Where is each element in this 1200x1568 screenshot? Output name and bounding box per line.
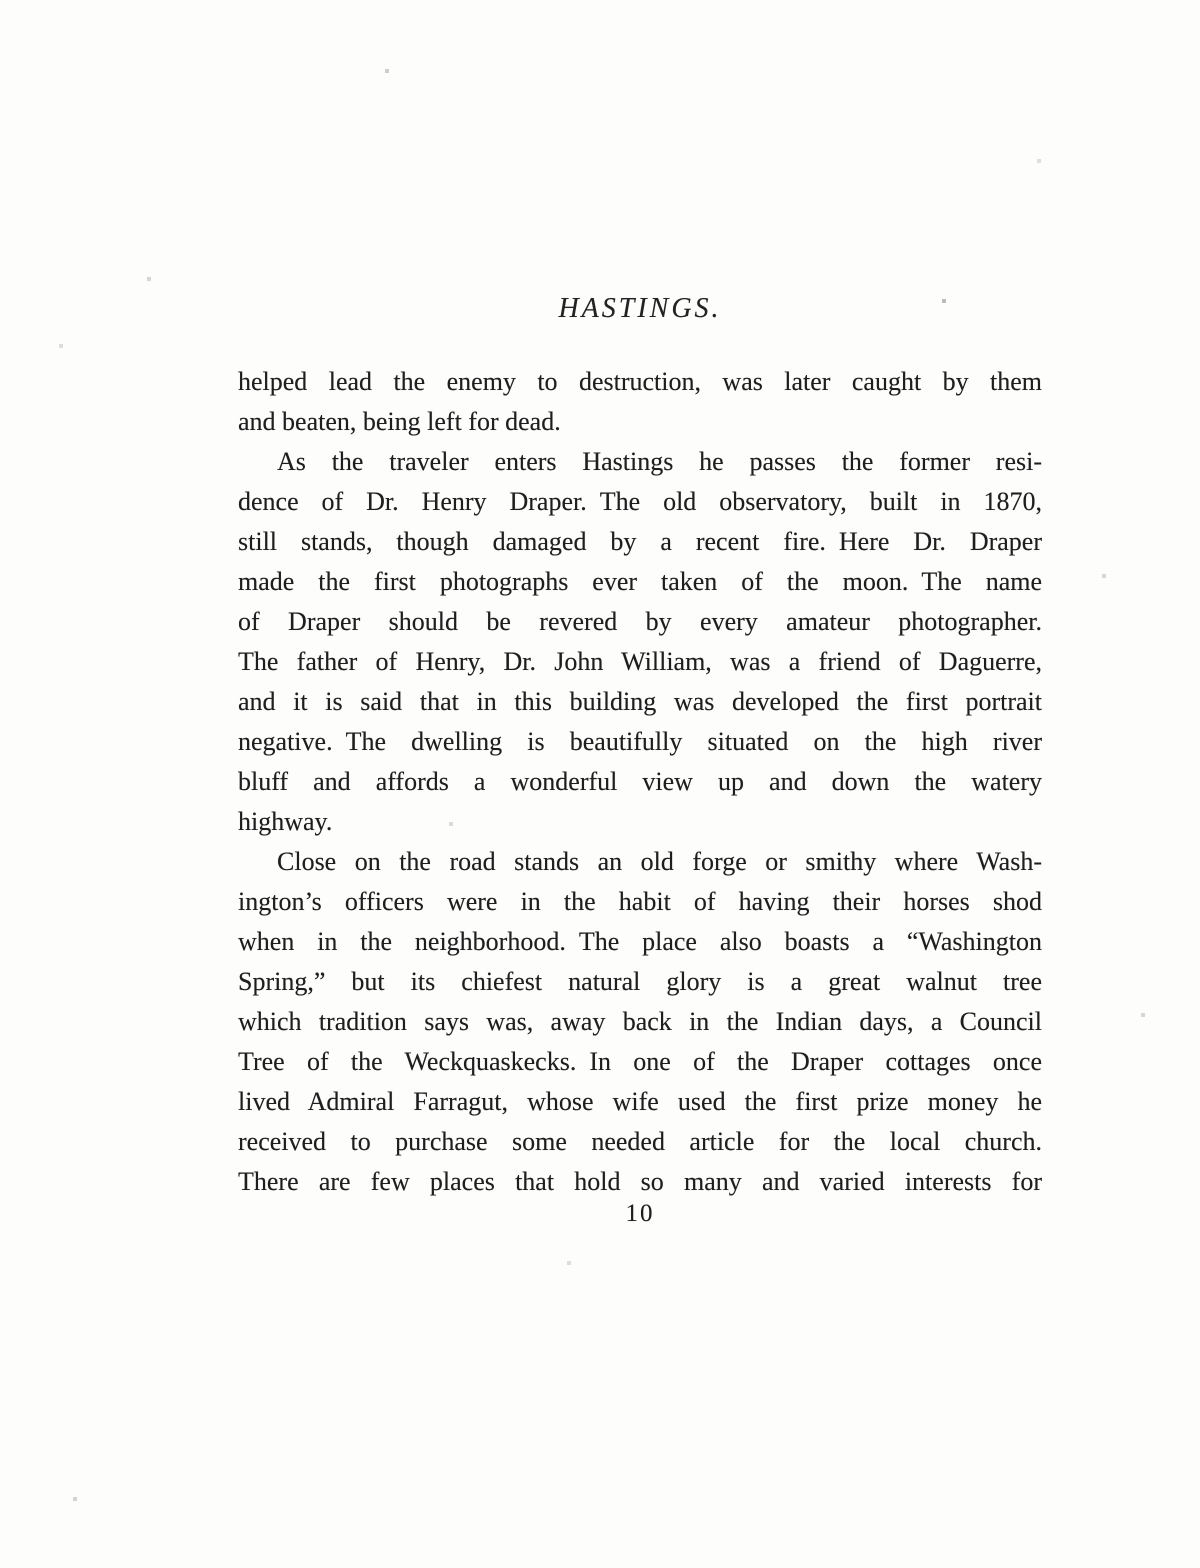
text-line: still stands, though damaged by a recent fire. Here Dr. Draper — [238, 527, 1042, 556]
text-line: bluff and affords a wonderful view up and down the watery — [238, 767, 1042, 796]
text-line: helped lead the enemy to destruction, was later caught by them — [238, 367, 1042, 396]
text-line: which tradition says was, away back in the Indian days, a Council — [238, 1007, 1042, 1036]
text-line: lived Admiral Farragut, whose wife used the first prize money he — [238, 1087, 1042, 1116]
text-line: The father of Henry, Dr. John William, was a friend of Daguerre, — [238, 647, 1042, 676]
paragraph — [238, 442, 1042, 842]
text-line: Tree of the Weckquaskecks. In one of the Draper cottages once — [238, 1047, 1042, 1076]
text-line: of Draper should be revered by every amateur photographer. — [238, 607, 1042, 636]
text-line: dence of Dr. Henry Draper. The old observatory, built in 1870, — [238, 487, 1042, 516]
text-line: As the traveler enters Hastings he passes the former resi- — [277, 447, 1042, 476]
text-line: when in the neighborhood. The place also boasts a “Washington — [238, 927, 1042, 956]
text-line: received to purchase some needed article for the local church. — [238, 1127, 1042, 1156]
text-line: negative. The dwelling is beautifully situated on the high river — [238, 727, 1042, 756]
text-line: and it is said that in this building was developed the first portrait — [238, 687, 1042, 716]
text-line: ington’s officers were in the habit of having their horses shod — [238, 887, 1042, 916]
paragraph — [238, 842, 1042, 1202]
scan-noise-specks — [0, 0, 2, 2]
body-text — [238, 362, 1042, 1202]
paragraph — [238, 362, 1042, 442]
page-title: HASTINGS. — [558, 293, 722, 324]
text-line: Close on the road stands an old forge or smithy where Wash- — [277, 847, 1042, 876]
text-line: highway. — [238, 807, 333, 836]
page-number: 10 — [625, 1200, 655, 1227]
text-line: Spring,” but its chiefest natural glory is a great walnut tree — [238, 967, 1042, 996]
text-line: There are few places that hold so many and varied interests for — [238, 1167, 1042, 1196]
text-line: and beaten, being left for dead. — [238, 407, 561, 436]
text-line: made the first photographs ever taken of the moon. The name — [238, 567, 1042, 596]
